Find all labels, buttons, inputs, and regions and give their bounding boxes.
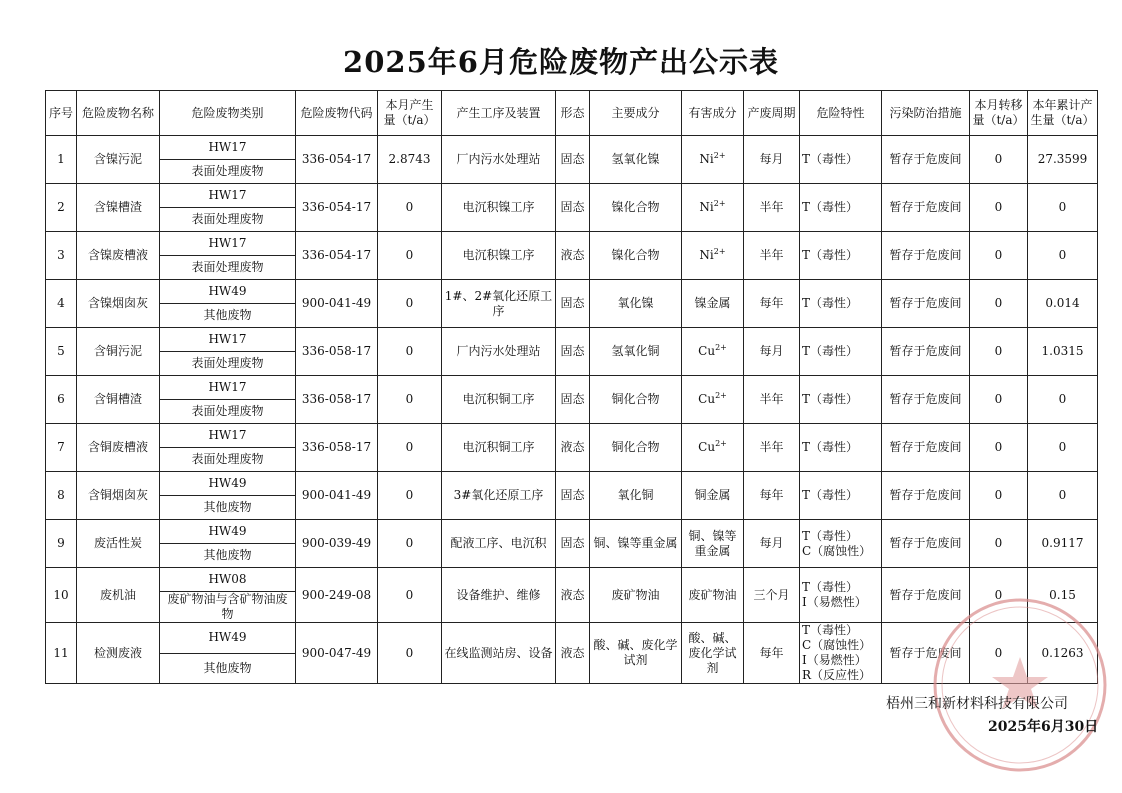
cell-category-code: HW17 (160, 328, 296, 352)
cell-transfer: 0 (970, 184, 1028, 232)
cell-harmful (682, 568, 744, 623)
cell-code: 336-054-17 (296, 136, 378, 184)
table-row (46, 136, 1098, 160)
cell-code: 336-054-17 (296, 232, 378, 280)
harmful-base: 铜金属 (694, 488, 731, 502)
cell-form: 液态 (556, 424, 590, 472)
cell-measure: 暂存于危废间 (882, 568, 970, 623)
header-hazard: 危险特性 (800, 91, 882, 136)
cell-harmful (682, 184, 744, 232)
cell-transfer: 0 (970, 568, 1028, 623)
harmful-charge: 2+ (715, 343, 727, 352)
harmful-base: 铜、镍等重金属 (688, 528, 737, 558)
cell-cycle: 每月 (744, 520, 800, 568)
header-row (46, 91, 1098, 136)
cell-form: 液态 (556, 232, 590, 280)
cell-hazard (800, 280, 882, 328)
cell-composition: 铜化合物 (590, 424, 682, 472)
cell-category-name: 废矿物油与含矿物油废物 (160, 592, 296, 623)
cell-code: 336-058-17 (296, 328, 378, 376)
cell-name: 含铜烟囱灰 (77, 472, 160, 520)
cell-name: 含镍烟囱灰 (77, 280, 160, 328)
header-name: 危险废物名称 (77, 91, 160, 136)
company-name: 梧州三和新材料科技有限公司 (886, 696, 1068, 712)
cell-total: 1.0315 (1028, 328, 1098, 376)
cell-hazard (800, 136, 882, 184)
cell-total: 0 (1028, 184, 1098, 232)
harmful-charge: 2+ (713, 199, 726, 208)
cell-measure: 暂存于危废间 (882, 520, 970, 568)
header-code: 危险废物代码 (296, 91, 378, 136)
header-transfer: 本月转移量（t/a） (970, 91, 1028, 136)
cell-measure: 暂存于危废间 (882, 376, 970, 424)
cell-transfer: 0 (970, 136, 1028, 184)
hazard-item: C（腐蚀性） (802, 543, 872, 558)
table-row (46, 472, 1098, 496)
cell-category-name: 其他废物 (160, 304, 296, 328)
cell-cycle: 每年 (744, 623, 800, 684)
cell-total: 0 (1028, 376, 1098, 424)
cell-hazard (800, 623, 882, 684)
cell-hazard (800, 520, 882, 568)
cell-hazard (800, 232, 882, 280)
cell-composition: 废矿物油 (590, 568, 682, 623)
cell-process: 配液工序、电沉积 (442, 520, 556, 568)
cell-form: 固态 (556, 280, 590, 328)
cell-no: 4 (46, 280, 77, 328)
cell-composition: 氧化镍 (590, 280, 682, 328)
hazard-item: I（易燃性） (802, 595, 867, 609)
harmful-base: 酸、碱、废化学试剂 (688, 630, 737, 675)
hazard-item: T（毒性） (802, 152, 859, 166)
harmful-charge: 2+ (715, 439, 727, 448)
cell-name: 含铜废槽液 (77, 424, 160, 472)
hazard-item: T（毒性） (802, 623, 859, 637)
cell-no: 10 (46, 568, 77, 623)
cell-month-amount: 0 (378, 623, 442, 684)
header-no: 序号 (46, 91, 77, 136)
cell-cycle: 每月 (744, 136, 800, 184)
cell-cycle: 每月 (744, 328, 800, 376)
cell-harmful (682, 376, 744, 424)
cell-composition: 氢氧化镍 (590, 136, 682, 184)
cell-month-amount: 0 (378, 232, 442, 280)
cell-month-amount: 0 (378, 568, 442, 623)
hazard-item: T（毒性） (802, 580, 859, 594)
cell-process: 在线监测站房、设备 (442, 623, 556, 684)
harmful-charge: 2+ (715, 391, 727, 400)
cell-name: 含镍槽渣 (77, 184, 160, 232)
cell-process: 设备维护、维修 (442, 568, 556, 623)
hazard-item: T（毒性） (802, 488, 859, 502)
cell-process: 3#氧化还原工序 (442, 472, 556, 520)
cell-measure: 暂存于危废间 (882, 136, 970, 184)
cell-no: 7 (46, 424, 77, 472)
cell-hazard (800, 328, 882, 376)
cell-code: 336-054-17 (296, 184, 378, 232)
hazard-item: T（毒性） (802, 344, 859, 358)
hazard-item: T（毒性） (802, 440, 859, 454)
hazard-item: T（毒性） (802, 296, 859, 310)
cell-transfer: 0 (970, 520, 1028, 568)
cell-month-amount: 0 (378, 424, 442, 472)
header-total: 本年累计产生量（t/a） (1028, 91, 1098, 136)
cell-form: 固态 (556, 136, 590, 184)
harmful-base: Ni (699, 200, 714, 214)
hazard-item: C（腐蚀性） (802, 638, 872, 652)
harmful-charge: 2+ (713, 247, 726, 256)
cell-total: 0.9117 (1028, 520, 1098, 568)
cell-hazard (800, 568, 882, 623)
cell-category-code: HW49 (160, 472, 296, 496)
cell-cycle: 半年 (744, 232, 800, 280)
cell-category-code: HW08 (160, 568, 296, 592)
cell-category-code: HW17 (160, 232, 296, 256)
cell-hazard (800, 424, 882, 472)
cell-code: 336-058-17 (296, 376, 378, 424)
hazard-item: I（易燃性） (802, 653, 867, 667)
header-month-amount: 本月产生量（t/a） (378, 91, 442, 136)
cell-transfer: 0 (970, 623, 1028, 684)
harmful-charge: 2+ (713, 151, 726, 160)
cell-cycle: 半年 (744, 424, 800, 472)
cell-composition: 镍化合物 (590, 184, 682, 232)
table-row (46, 280, 1098, 304)
cell-measure: 暂存于危废间 (882, 424, 970, 472)
cell-category-code: HW17 (160, 424, 296, 448)
cell-no: 5 (46, 328, 77, 376)
cell-category-name: 其他废物 (160, 496, 296, 520)
cell-category-name: 表面处理废物 (160, 208, 296, 232)
cell-harmful (682, 472, 744, 520)
company-seal (920, 585, 1120, 785)
cell-name: 含铜污泥 (77, 328, 160, 376)
cell-measure: 暂存于危废间 (882, 280, 970, 328)
cell-form: 液态 (556, 623, 590, 684)
harmful-base: Ni (699, 152, 714, 166)
cell-form: 固态 (556, 328, 590, 376)
hazard-item: T（毒性） (802, 200, 859, 214)
cell-total: 0.15 (1028, 568, 1098, 623)
cell-code: 336-058-17 (296, 424, 378, 472)
cell-category-name: 其他废物 (160, 653, 296, 684)
cell-no: 3 (46, 232, 77, 280)
cell-code: 900-041-49 (296, 472, 378, 520)
cell-hazard (800, 184, 882, 232)
page-title: 2025年6月危险废物产出公示表 (343, 45, 779, 79)
cell-transfer: 0 (970, 376, 1028, 424)
cell-no: 8 (46, 472, 77, 520)
cell-form: 固态 (556, 376, 590, 424)
header-measure: 污染防治措施 (882, 91, 970, 136)
cell-category-code: HW49 (160, 520, 296, 544)
cell-form: 固态 (556, 520, 590, 568)
cell-category-name: 表面处理废物 (160, 256, 296, 280)
table-row (46, 376, 1098, 400)
cell-month-amount: 0 (378, 328, 442, 376)
cell-no: 2 (46, 184, 77, 232)
cell-harmful (682, 520, 744, 568)
header-category: 危险废物类别 (160, 91, 296, 136)
cell-name: 废机油 (77, 568, 160, 623)
cell-composition: 铜化合物 (590, 376, 682, 424)
cell-composition: 铜、镍等重金属 (590, 520, 682, 568)
cell-total: 0 (1028, 232, 1098, 280)
cell-code: 900-041-49 (296, 280, 378, 328)
cell-harmful (682, 424, 744, 472)
cell-process: 厂内污水处理站 (442, 136, 556, 184)
cell-cycle: 三个月 (744, 568, 800, 623)
cell-name: 废活性炭 (77, 520, 160, 568)
cell-code: 900-039-49 (296, 520, 378, 568)
cell-transfer: 0 (970, 424, 1028, 472)
table-row (46, 184, 1098, 208)
document-date: 2025年6月30日 (988, 719, 1099, 735)
header-composition: 主要成分 (590, 91, 682, 136)
cell-cycle: 每年 (744, 472, 800, 520)
cell-measure: 暂存于危废间 (882, 623, 970, 684)
cell-category-name: 其他废物 (160, 544, 296, 568)
hazard-item: T（毒性） (802, 528, 859, 543)
cell-month-amount: 0 (378, 280, 442, 328)
cell-month-amount: 0 (378, 520, 442, 568)
cell-process: 1#、2#氧化还原工序 (442, 280, 556, 328)
cell-process: 电沉积铜工序 (442, 376, 556, 424)
table-row (46, 328, 1098, 352)
cell-transfer: 0 (970, 280, 1028, 328)
header-harmful: 有害成分 (682, 91, 744, 136)
cell-category-code: HW17 (160, 184, 296, 208)
cell-month-amount: 0 (378, 472, 442, 520)
harmful-base: Cu (698, 392, 716, 406)
cell-category-name: 表面处理废物 (160, 448, 296, 472)
cell-cycle: 每年 (744, 280, 800, 328)
cell-hazard (800, 472, 882, 520)
harmful-base: 镍金属 (694, 296, 731, 310)
cell-no: 9 (46, 520, 77, 568)
cell-hazard (800, 376, 882, 424)
cell-cycle: 半年 (744, 376, 800, 424)
cell-no: 1 (46, 136, 77, 184)
harmful-base: 废矿物油 (688, 587, 737, 602)
harmful-base: Cu (698, 440, 716, 454)
cell-total: 0.014 (1028, 280, 1098, 328)
cell-total: 0.1263 (1028, 623, 1098, 684)
cell-category-name: 表面处理废物 (160, 160, 296, 184)
harmful-base: Cu (698, 344, 716, 358)
cell-process: 电沉积镍工序 (442, 184, 556, 232)
cell-transfer: 0 (970, 472, 1028, 520)
cell-name: 含镍污泥 (77, 136, 160, 184)
cell-harmful (682, 328, 744, 376)
hazard-item: T（毒性） (802, 248, 859, 262)
hazard-item: R（反应性） (802, 668, 872, 682)
cell-process: 电沉积铜工序 (442, 424, 556, 472)
cell-no: 6 (46, 376, 77, 424)
cell-cycle: 半年 (744, 184, 800, 232)
cell-name: 含镍废槽液 (77, 232, 160, 280)
cell-category-code: HW17 (160, 136, 296, 160)
cell-composition: 酸、碱、废化学试剂 (590, 623, 682, 684)
cell-category-code: HW49 (160, 280, 296, 304)
cell-month-amount: 0 (378, 376, 442, 424)
cell-total: 27.3599 (1028, 136, 1098, 184)
cell-process: 厂内污水处理站 (442, 328, 556, 376)
cell-form: 固态 (556, 472, 590, 520)
header-cycle: 产废周期 (744, 91, 800, 136)
cell-month-amount: 2.8743 (378, 136, 442, 184)
cell-month-amount: 0 (378, 184, 442, 232)
cell-composition: 镍化合物 (590, 232, 682, 280)
cell-form: 液态 (556, 568, 590, 623)
cell-process: 电沉积镍工序 (442, 232, 556, 280)
header-form: 形态 (556, 91, 590, 136)
cell-code: 900-047-49 (296, 623, 378, 684)
cell-measure: 暂存于危废间 (882, 184, 970, 232)
header-process: 产生工序及装置 (442, 91, 556, 136)
hazard-item: T（毒性） (802, 392, 859, 406)
cell-category-name: 表面处理废物 (160, 352, 296, 376)
cell-total: 0 (1028, 472, 1098, 520)
cell-measure: 暂存于危废间 (882, 232, 970, 280)
cell-harmful (682, 136, 744, 184)
cell-category-code: HW17 (160, 376, 296, 400)
cell-category-code: HW49 (160, 623, 296, 654)
table-row (46, 232, 1098, 256)
cell-transfer: 0 (970, 328, 1028, 376)
cell-harmful (682, 232, 744, 280)
cell-code: 900-249-08 (296, 568, 378, 623)
cell-measure: 暂存于危废间 (882, 472, 970, 520)
cell-total: 0 (1028, 424, 1098, 472)
cell-harmful (682, 280, 744, 328)
cell-category-name: 表面处理废物 (160, 400, 296, 424)
cell-composition: 氢氧化铜 (590, 328, 682, 376)
cell-name: 检测废液 (77, 623, 160, 684)
cell-measure: 暂存于危废间 (882, 328, 970, 376)
cell-name: 含铜槽渣 (77, 376, 160, 424)
cell-composition: 氧化铜 (590, 472, 682, 520)
harmful-base: Ni (699, 248, 714, 262)
cell-no: 11 (46, 623, 77, 684)
table-row (46, 424, 1098, 448)
cell-harmful (682, 623, 744, 684)
cell-transfer: 0 (970, 232, 1028, 280)
cell-form: 固态 (556, 184, 590, 232)
table-row (46, 520, 1098, 544)
